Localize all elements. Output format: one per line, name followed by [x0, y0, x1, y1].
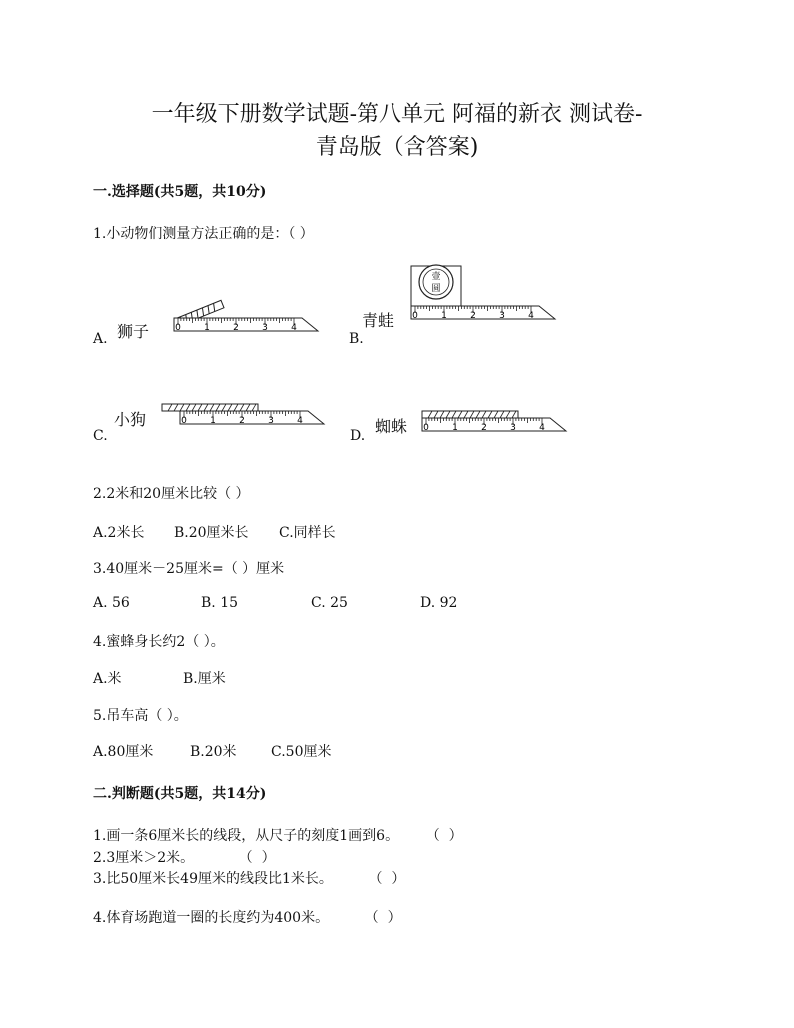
- judge-item-1: 1.画一条6厘米长的线段，从尺子的刻度1画到6。 （ ）: [93, 828, 463, 844]
- q3-option-c: C. 25: [311, 595, 348, 611]
- option-d-letter: D.: [350, 428, 366, 444]
- q5-option-c: C.50厘米: [271, 744, 332, 760]
- ruler-figure-b: [405, 260, 565, 332]
- ruler-tick-label: 3: [268, 416, 274, 426]
- ruler-tick-label: 1: [441, 311, 447, 321]
- q3-option-d: D. 92: [420, 595, 458, 611]
- ruler-tick-label: 0: [423, 423, 429, 433]
- ruler-tick-label: 3: [510, 423, 516, 433]
- ruler-tick-label: 0: [412, 311, 418, 321]
- option-b-animal: 青蛙: [362, 311, 395, 330]
- option-a-animal: 狮子: [117, 322, 150, 341]
- ruler-tick-label: 4: [297, 416, 303, 426]
- ruler-b: [411, 306, 555, 321]
- ruler-tick-label: 0: [181, 416, 187, 426]
- section-heading-choice: 一.选择题(共5题，共10分): [93, 184, 267, 200]
- q2-option-a: A.2米长: [93, 525, 145, 541]
- question-3: 3.40厘米－25厘米=（ ）厘米: [93, 561, 285, 577]
- ruler-tick-label: 4: [291, 323, 297, 333]
- q2-option-c: C.同样长: [279, 525, 336, 541]
- judge-item-3: 3.比50厘米长49厘米的线段比1米长。 （ ）: [93, 871, 406, 887]
- question-5: 5.吊车高（ ）。: [93, 708, 188, 724]
- page-title-line2: 青岛版（含答案): [315, 135, 479, 160]
- ruler-tick-label: 3: [499, 311, 505, 321]
- ruler-c: [180, 411, 324, 426]
- ruler-a: [174, 318, 318, 333]
- option-d-animal: 蜘蛛: [375, 417, 408, 436]
- stick-c: [162, 404, 258, 411]
- q2-option-b: B.20厘米长: [174, 525, 249, 541]
- option-c-letter: C.: [93, 428, 108, 444]
- ruler-tick-label: 2: [470, 311, 476, 321]
- ruler-tick-label: 2: [239, 416, 245, 426]
- question-4: 4.蜜蜂身长约2（ ）。: [93, 634, 225, 650]
- q4-option-b: B.厘米: [183, 671, 226, 687]
- section-heading-judge: 二.判断题(共5题，共14分): [93, 786, 267, 802]
- coin-text-bottom: 圆: [431, 284, 441, 294]
- question-2: 2.2米和20厘米比较（ ）: [93, 486, 250, 502]
- q3-option-b: B. 15: [201, 595, 239, 611]
- judge-item-4: 4.体育场跑道一圈的长度约为400米。 （ ）: [93, 910, 402, 926]
- option-c-animal: 小狗: [114, 410, 147, 429]
- ruler-figure-c: [158, 398, 333, 438]
- ruler-tick-label: 0: [175, 323, 181, 333]
- ruler-tick-label: 1: [210, 416, 216, 426]
- ruler-tick-label: 4: [528, 311, 534, 321]
- page-title-line1: 一年级下册数学试题-第八单元 阿福的新衣 测试卷-: [151, 102, 643, 127]
- option-b-letter: B.: [349, 331, 364, 347]
- ruler-tick-label: 4: [539, 423, 545, 433]
- q3-option-a: A. 56: [93, 595, 130, 611]
- question-1: 1.小动物们测量方法正确的是：（ ）: [93, 226, 314, 242]
- coin-text-top: 壹: [431, 272, 441, 282]
- judge-item-2: 2.3厘米＞2米。 （ ）: [93, 850, 276, 866]
- ruler-tick-label: 2: [233, 323, 239, 333]
- option-a-letter: A.: [93, 331, 108, 347]
- q4-option-a: A.米: [93, 671, 122, 687]
- stick-d: [422, 411, 518, 418]
- ruler-tick-label: 1: [452, 423, 458, 433]
- ruler-tick-label: 2: [481, 423, 487, 433]
- q5-option-a: A.80厘米: [93, 744, 154, 760]
- ruler-figure-d: [418, 405, 578, 441]
- ruler-tick-label: 1: [204, 323, 210, 333]
- q5-option-b: B.20米: [190, 744, 237, 760]
- ruler-tick-label: 3: [262, 323, 268, 333]
- ruler-figure-a: [168, 288, 323, 342]
- ruler-d: [422, 418, 566, 433]
